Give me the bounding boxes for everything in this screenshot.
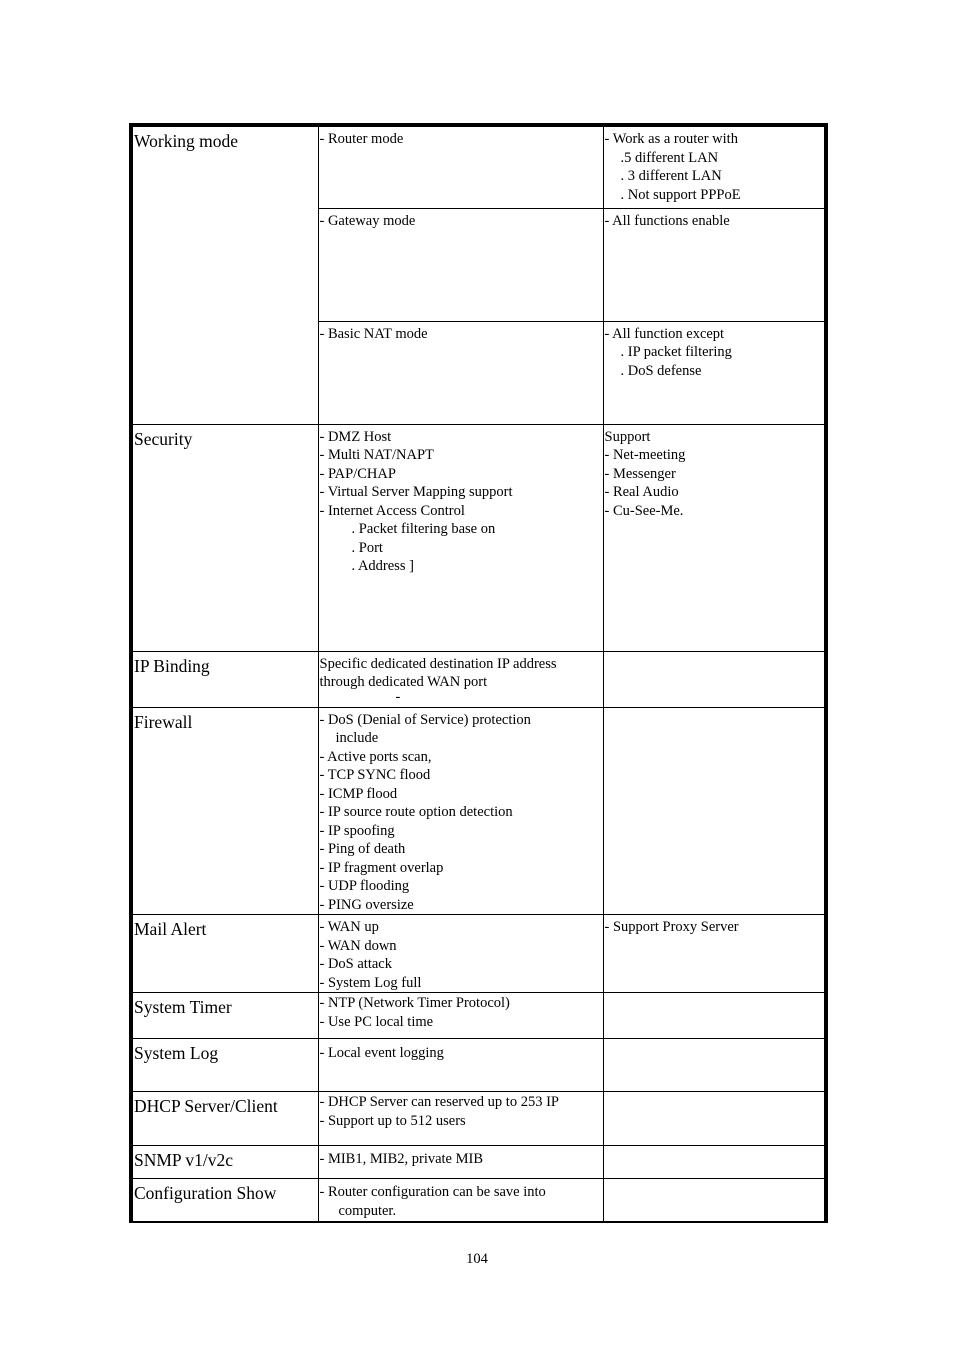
feature-line: - System Log full <box>319 974 422 991</box>
note-line: - Support Proxy Server <box>604 919 739 935</box>
notes-basic-nat-mode <box>603 321 826 424</box>
category-working-mode: Working mode <box>131 125 318 424</box>
table-row-config-show <box>131 1179 826 1222</box>
note-line: - All functions enable <box>604 212 730 229</box>
table-row-snmp <box>131 1146 826 1179</box>
feature-line: - Active ports scan, <box>319 748 432 765</box>
feature-mail-alert <box>318 915 603 993</box>
notes-dhcp <box>603 1092 826 1146</box>
feature-gateway-mode <box>318 208 603 321</box>
table-row-firewall <box>131 707 826 915</box>
feature-line: - Internet Access Control <box>319 502 465 519</box>
note-line: - Messenger <box>604 465 676 482</box>
note-line: Support <box>604 428 651 445</box>
feature-line: - UDP flooding <box>319 878 410 894</box>
table-row-security <box>131 424 826 651</box>
feature-line: - Gateway mode <box>319 212 416 229</box>
feature-line: - Local event logging <box>319 1045 444 1061</box>
notes-config-show <box>603 1179 826 1222</box>
category-snmp: SNMP v1/v2c <box>131 1146 318 1179</box>
feature-line: computer. <box>338 1202 397 1219</box>
feature-line: - Support up to 512 users <box>319 1112 466 1129</box>
note-line: . 3 different LAN <box>620 168 722 184</box>
feature-line: - Basic NAT mode <box>319 325 428 342</box>
notes-router-mode <box>603 125 826 208</box>
category-config-show: Configuration Show <box>131 1179 318 1222</box>
feature-line: - PAP/CHAP <box>319 465 396 482</box>
page-number: 104 <box>466 1251 488 1267</box>
feature-line: Specific dedicated destination IP address <box>319 655 557 672</box>
feature-line: - PING oversize <box>319 896 414 913</box>
feature-line: . Port <box>351 539 383 556</box>
feature-spec-table <box>129 123 828 1223</box>
table-row-dhcp <box>131 1092 826 1146</box>
feature-line: - DMZ Host <box>319 428 392 445</box>
table-row-ip-binding <box>131 651 826 707</box>
feature-line: - DoS attack <box>319 956 392 972</box>
feature-line: through dedicated WAN port <box>319 674 488 690</box>
feature-line: - <box>395 688 401 705</box>
note-line: - Cu-See-Me. <box>604 502 684 519</box>
notes-snmp <box>603 1146 826 1179</box>
feature-line: - Ping of death <box>319 841 406 857</box>
notes-firewall <box>603 707 826 915</box>
feature-system-log <box>318 1039 603 1092</box>
notes-system-log <box>603 1039 826 1092</box>
feature-line: - IP spoofing <box>319 822 395 839</box>
feature-line: - ICMP flood <box>319 785 398 802</box>
category-mail-alert: Mail Alert <box>131 915 318 993</box>
note-line: - Real Audio <box>604 484 679 500</box>
table-row-system-timer <box>131 993 826 1039</box>
note-line: . Not support PPPoE <box>620 186 741 203</box>
table-row-system-log <box>131 1039 826 1092</box>
category-system-log: System Log <box>131 1039 318 1092</box>
feature-line: - DHCP Server can reserved up to 253 IP <box>319 1094 559 1110</box>
feature-line: - Router mode <box>319 131 404 147</box>
table-row-mail-alert <box>131 915 826 993</box>
feature-system-timer <box>318 993 603 1039</box>
feature-config-show <box>318 1179 603 1222</box>
note-line: . IP packet filtering <box>620 344 732 360</box>
feature-line: - MIB1, MIB2, private MIB <box>319 1151 484 1167</box>
feature-snmp <box>318 1146 603 1179</box>
note-line: . DoS defense <box>620 362 702 379</box>
feature-line: - NTP (Network Timer Protocol) <box>319 995 510 1011</box>
category-ip-binding: IP Binding <box>131 651 318 707</box>
feature-dhcp <box>318 1092 603 1146</box>
notes-ip-binding <box>603 651 826 707</box>
feature-security <box>318 424 603 651</box>
feature-basic-nat-mode <box>318 321 603 424</box>
note-line: - Net-meeting <box>604 447 686 463</box>
category-firewall: Firewall <box>131 707 318 915</box>
feature-line: - TCP SYNC flood <box>319 767 431 783</box>
category-dhcp: DHCP Server/Client <box>131 1092 318 1146</box>
note-line: .5 different LAN <box>620 149 719 166</box>
feature-line: - IP source route option detection <box>319 804 513 820</box>
table-row-working-mode-router <box>131 125 826 208</box>
feature-line: - Use PC local time <box>319 1013 434 1030</box>
feature-line: include <box>335 730 379 746</box>
feature-firewall <box>318 707 603 915</box>
feature-line: . Packet filtering base on <box>351 521 496 537</box>
note-line: - All function except <box>604 325 725 342</box>
feature-line: - Multi NAT/NAPT <box>319 447 434 463</box>
category-security: Security <box>131 424 318 651</box>
notes-security <box>603 424 826 651</box>
category-system-timer: System Timer <box>131 993 318 1039</box>
notes-system-timer <box>603 993 826 1039</box>
feature-ip-binding <box>318 651 603 707</box>
feature-line: - IP fragment overlap <box>319 859 444 876</box>
feature-line: - WAN down <box>319 937 397 954</box>
notes-mail-alert <box>603 915 826 993</box>
feature-router-mode <box>318 125 603 208</box>
feature-line: - Virtual Server Mapping support <box>319 484 513 500</box>
feature-line: . Address ] <box>351 558 414 574</box>
feature-line: - DoS (Denial of Service) protection <box>319 711 531 728</box>
notes-gateway-mode <box>603 208 826 321</box>
note-line: - Work as a router with <box>604 131 738 147</box>
feature-line: - WAN up <box>319 919 379 935</box>
feature-line: - Router configuration can be save into <box>319 1184 546 1200</box>
